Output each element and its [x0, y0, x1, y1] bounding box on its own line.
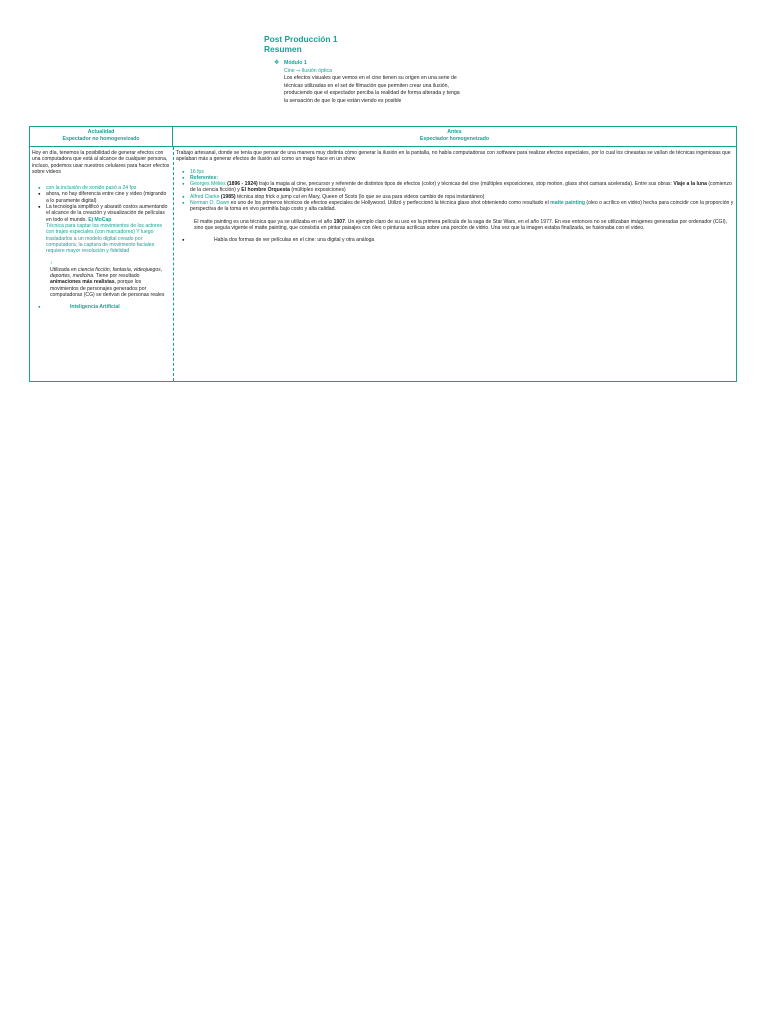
module-description-line-1: Los efectos visuales que vemos en el cine tienen su origen en una serie de — [284, 75, 457, 82]
left-list — [32, 185, 170, 254]
list-item: ● Había dos formas de ver películas en el cine: una digital y otra análoga — [176, 237, 736, 243]
document-title: Post Producción 1 — [264, 34, 338, 44]
module-section — [274, 60, 514, 106]
module-description-line-4: la sensación de que lo que están viendo es posible — [284, 97, 402, 104]
comparison-table — [29, 126, 737, 382]
module-label: Módulo 1 — [284, 60, 307, 66]
module-description-line-2: técnicas utilizadas en el set de filmación que permiten crear una ilusión, — [284, 82, 449, 89]
left-header-line-1: Actualidad — [87, 129, 115, 135]
arrow-down-icon: ↓ — [50, 260, 53, 267]
right-header-line-1: Antes — [447, 129, 462, 135]
module-heading — [274, 60, 514, 68]
right-column-content — [176, 150, 736, 244]
module-crumb: Cine ⭢ Ilusión óptica — [284, 67, 332, 74]
list-item: ● con la inclusión de sonido pasó a 24 fps — [32, 185, 170, 191]
right-intro: Trabajo artesanal, donde se tenía que pensar de una manera muy distinta cómo generar la ilusión en la pantalla, no había computadoras con software para realizar efectos especiales, por lo cual los cineastas se valían de técnicas ingeniosas que apelaban más a generar efectos de ilusión así como un mago hace en un show — [176, 150, 731, 163]
left-column-content — [32, 150, 170, 311]
list-item: ● ahora, no hay diferencia entre cine y video (migrando a lo puramente digital) — [32, 191, 170, 204]
diamond-bullet-icon: ❖ — [274, 60, 280, 66]
list-item: ● Inteligencia Artificial — [32, 304, 170, 310]
list-item: ● Georges Méliès (1896 - 1924) trajo la magia al cine, precursor y referente de distintos tipos de efectos (color) y técnicas del cine (múltiples exposiciones, stop motion, glass shot camara acelerada). Entre sus obras: Viaje a la luna (comienzo de la ciencia ficción) y El hombre Orquesta (múltiples exposiciones) — [176, 181, 736, 194]
left-header-line-2: Espectador no homogeneizado — [62, 136, 140, 142]
list-item: ● 16 fps — [176, 169, 736, 175]
list-item: ● Alfred Clarke (1985) técnica stop frick o jump cut en Mary, Queen of Scots (lo que se usa para videos cambio de ropa instantáneo) — [176, 194, 736, 200]
list-item: ● La tecnología simplificó y abaratō costos aumentando el alcance de la creación y visualización de películas en todo el mundo. Ej MoCap Técnica para captar los movimientos de los actores con trajes especiales (con marcadores) Y luego trasladarlos a un modelo digital creado por computadora; la captura de movimiento faciales requiere mayor resolución y fidelidad — [32, 204, 170, 254]
right-header-line-2: Espectador homogeneizado — [419, 136, 490, 142]
matte-painting-paragraph: El matte painting es una técnica que ya se utilizaba en el año 1907. Un ejemplo claro de su uso es la primera película de la saga de Star Wars, en el año 1977. En ese entonces no se utilizaban imágenes generadas por ordenador (CGI), sino que seguía vigente el matte painting, que consistía en pintar paisajes con óleo o pinturas acrílicas sobre una porción de vidrio. Una vez que la imagen estaba finalizada, se fusionaba con el video. — [194, 218, 728, 231]
mocap-description: Técnica para captar los movimientos de los actores con trajes especiales (con marcadores) Y luego trasladarlos a un modelo digital creado por computadora; la captura de movimiento faciales requiere mayor resolución y fidelidad — [46, 222, 163, 255]
left-intro: Hoy en día, tenemos la posibilidad de generar efectos con una computadora que está al alcance de cualquier persona, incluso, podemos usar nuestros celulares para hacer efectos sobre videos — [32, 150, 170, 175]
list-item: ● Norman O. Dawn es uno de los primeros técnicos de efectos especiales de Hollywood. Utilizó y perfeccionó la técnica glass shot obteniendo como resultado el matte painting (oleo o acrílico en vidrio) hecha para coincidir con la proporción y perspectiva de la toma en vivo permitía bajo costo y alta calidad. — [176, 200, 736, 213]
module-description-line-3: produciendo que el espectador perciba la realidad de forma alterada y tenga — [284, 90, 460, 97]
column-divider — [173, 147, 174, 381]
list-item: ● Referentes: — [176, 175, 736, 181]
document-subtitle: Resumen — [264, 44, 302, 54]
right-list — [176, 169, 736, 213]
right-column-header — [173, 127, 736, 147]
left-column-header — [30, 127, 173, 147]
mocap-usage: Utilizada en ciencia ficción, fantasía, videojuegos, deportes, medicina. Tiene por resultado animaciones más realistas, porque los movimientos de personajes generados por computadoras (CG) se derivan de personas reales — [50, 266, 165, 298]
document-header — [264, 34, 338, 54]
